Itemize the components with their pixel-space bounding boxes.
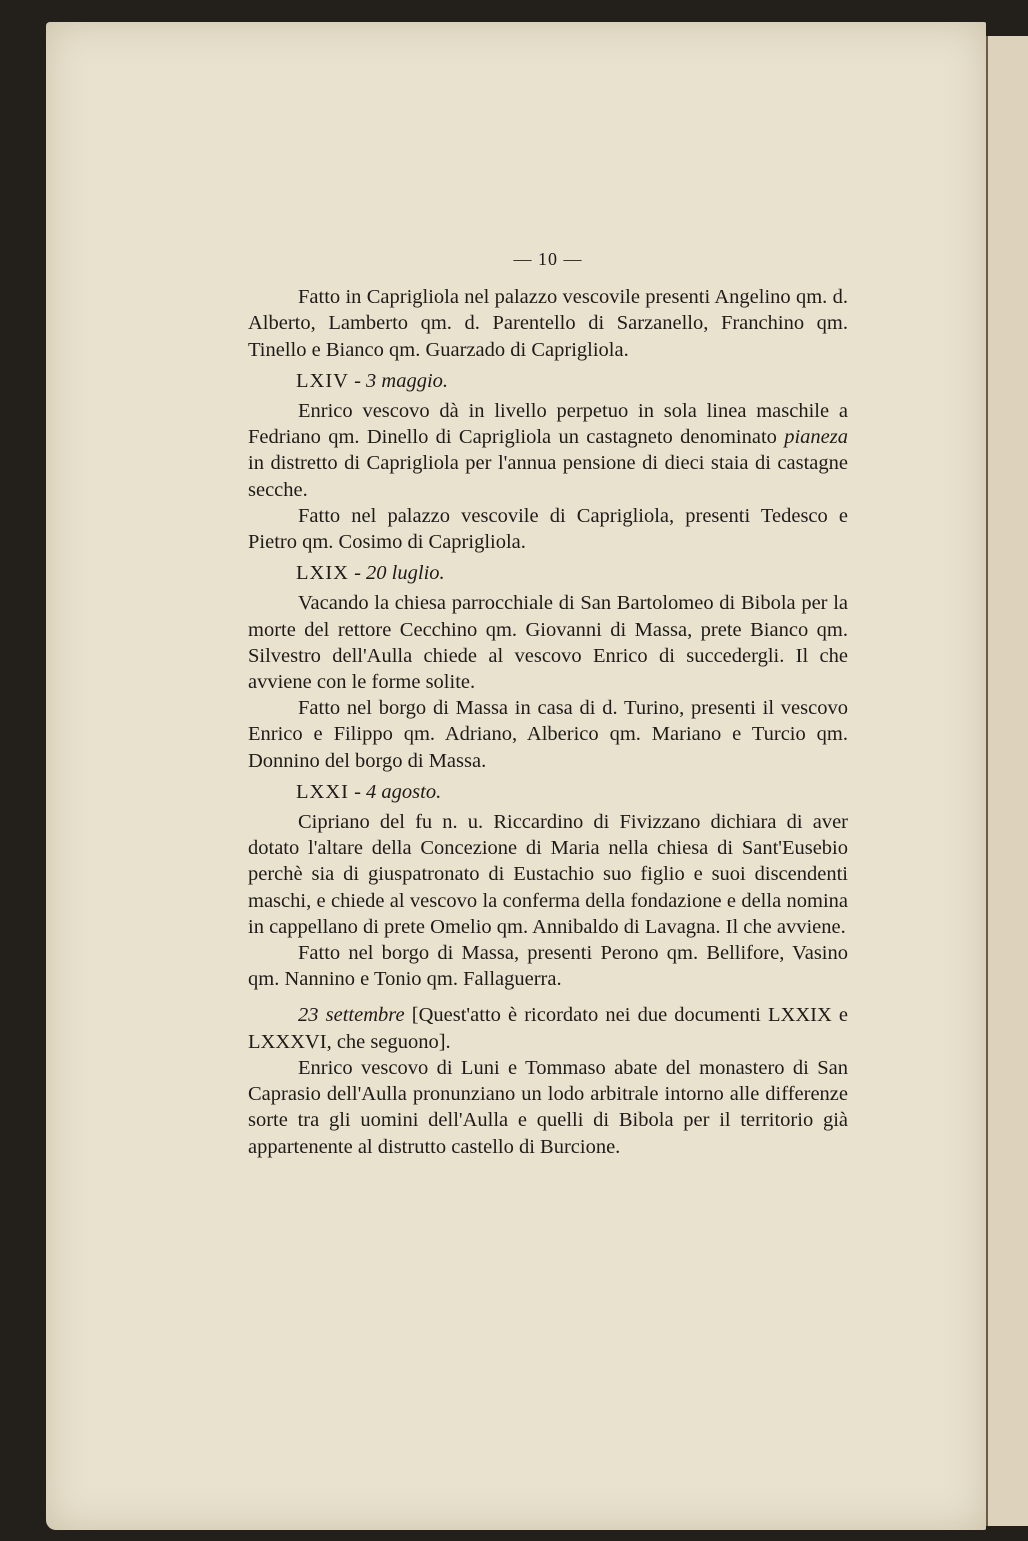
text-after-term: in distretto di Caprigliola per l'annua pensione di dieci staia di castagne secche. <box>248 452 848 501</box>
paragraph-vacando-chiesa: Vacando la chiesa parrocchiale di San Bartolomeo di Bibola per la morte del rettore Cecchino qm. Giovanni di Massa, prete Bianco qm. Silvestro dell'Aulla chiede al vescovo Enrico di succedergli. Il che avviene con le forme solite. <box>248 592 848 694</box>
paragraph-fatto-massa-1: Fatto nel borgo di Massa in casa di d. Turino, presenti il vescovo Enrico e Filippo qm. Adriano, Alberico qm. Mariano e Turcio qm. Donnino del borgo di Massa. <box>248 697 848 772</box>
paragraph-enrico-livello <box>248 398 848 503</box>
italic-term: pianeza <box>784 426 848 449</box>
entry-separator: - <box>348 780 367 803</box>
inline-date: 23 settembre <box>298 1004 405 1027</box>
entry-number: LXIV <box>296 369 349 392</box>
paragraph-23-settembre <box>248 1002 848 1054</box>
paragraph-cipriano: Cipriano del fu n. u. Riccardino di Fivizzano dichiara di aver dotato l'altare della Concezione di Maria nella chiesa di Sant'Eusebio perchè sia di giuspatronato di Eustachio suo figlio e suoi discendenti maschi, e chiede al vescovo la conferma della fondazione e della nomina in cappellano di prete Omelio qm. Annibaldo di Lavagna. Il che avviene. <box>248 811 848 938</box>
paragraph-fatto-caprigliola-1: Fatto in Caprigliola nel palazzo vescovile presenti Angelino qm. d. Alberto, Lamberto qm. d. Parentello di Sarzanello, Franchino qm. Tinello e Bianco qm. Guarzado di Caprigliola. <box>248 286 848 361</box>
entry-number: LXIX <box>296 562 349 585</box>
entry-separator: - <box>348 562 367 585</box>
entry-heading-lxiv <box>296 368 848 394</box>
entry-heading-lxix <box>296 560 848 586</box>
paragraph-fatto-massa-2: Fatto nel borgo di Massa, presenti Perono qm. Bellifore, Vasino qm. Nannino e Tonio qm. Fallaguerra. <box>248 942 848 991</box>
entry-number: LXXI <box>296 780 349 803</box>
page-text <box>248 246 848 1160</box>
paragraph-fatto-caprigliola-2: Fatto nel palazzo vescovile di Caprigliola, presenti Tedesco e Pietro qm. Cosimo di Caprigliola. <box>248 504 848 554</box>
paragraph-lodo-arbitrale: Enrico vescovo di Luni e Tommaso abate del monastero di San Caprasio dell'Aulla pronunziano un lodo arbitrale intorno alle differenze sorte tra gli uomini dell'Aulla e quelli di Bibola per il territorio già appartenente al distrutto castello di Burcione. <box>248 1056 848 1158</box>
text-before-term: Enrico vescovo dà in livello perpetuo in sola linea maschile a Fedriano qm. Dinello di Caprigliola un castagneto denominato <box>248 400 848 449</box>
entry-date: 3 maggio. <box>366 369 449 392</box>
text-after-date: [Quest'atto è ricordato nei due documenti LXXIX e LXXXVI, che seguono]. <box>248 1004 849 1053</box>
entry-date: 4 agosto. <box>366 780 442 803</box>
entry-date: 20 luglio. <box>366 562 445 585</box>
adjacent-page-edge <box>986 36 1028 1526</box>
page-number: — 10 — <box>513 249 583 269</box>
entry-separator: - <box>348 369 367 392</box>
spacer <box>248 992 848 1002</box>
entry-heading-lxxi <box>296 779 848 805</box>
